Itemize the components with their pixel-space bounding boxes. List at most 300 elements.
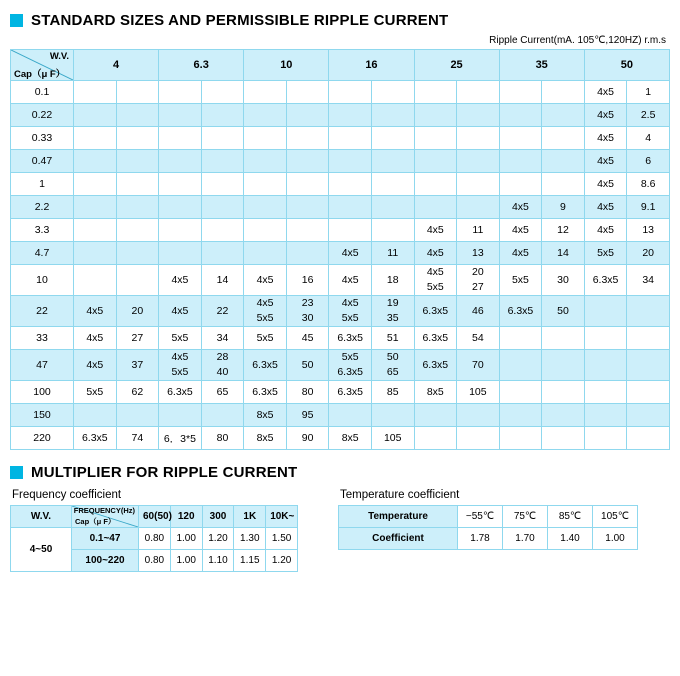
cell-ripple-current xyxy=(627,381,670,404)
cell-size xyxy=(414,104,457,127)
cell-size: 4x5 xyxy=(584,173,627,196)
cell-size: 4x5 xyxy=(329,265,372,296)
temp-value-0: −55℃ xyxy=(458,506,503,528)
cell-size: 4x5 xyxy=(584,219,627,242)
temperature-coefficient-table xyxy=(338,505,638,550)
cell-ripple-current xyxy=(542,327,585,350)
freq-row-0-v2: 1.20 xyxy=(202,528,234,550)
cell-size xyxy=(499,327,542,350)
cell-size xyxy=(414,150,457,173)
cell-size: 4x5 xyxy=(584,104,627,127)
cell-ripple-current: 11 xyxy=(371,242,414,265)
freq-row-1-v3: 1.15 xyxy=(234,550,266,572)
cell-size: 6.3x5 xyxy=(414,327,457,350)
cell-ripple-current: 34 xyxy=(627,265,670,296)
cell-ripple-current: 95 xyxy=(286,404,329,427)
cell-ripple-current xyxy=(627,296,670,327)
cell-ripple-current xyxy=(116,150,159,173)
cell-ripple-current xyxy=(371,127,414,150)
corner-cap-label: Cap（μ F） xyxy=(14,69,66,80)
cell-ripple-current xyxy=(371,404,414,427)
cell-size: 4x5 xyxy=(499,242,542,265)
cell-size: 4x5 5x5 xyxy=(414,265,457,296)
cell-ripple-current xyxy=(116,404,159,427)
cell-size: 4x5 5x5 xyxy=(244,296,287,327)
table-row xyxy=(11,265,670,296)
cell-ripple-current xyxy=(542,350,585,381)
cell-size: 4x5 xyxy=(244,265,287,296)
cell-ripple-current xyxy=(371,81,414,104)
cell-ripple-current xyxy=(627,350,670,381)
cell-ripple-current xyxy=(627,327,670,350)
cell-size xyxy=(159,219,202,242)
cell-ripple-current: 65 xyxy=(201,381,244,404)
coef-value-3: 1.00 xyxy=(593,528,638,550)
cell-ripple-current: 9 xyxy=(542,196,585,219)
cell-ripple-current xyxy=(201,81,244,104)
cell-ripple-current xyxy=(542,150,585,173)
freq-row-0-cap: 0.1~47 xyxy=(72,528,139,550)
cell-size xyxy=(414,81,457,104)
bottom-tables-wrap xyxy=(10,489,670,572)
cell-ripple-current xyxy=(201,104,244,127)
cell-ripple-current xyxy=(286,104,329,127)
voltage-header-50: 50 xyxy=(584,50,669,81)
row-capacitance: 0.22 xyxy=(11,104,74,127)
cell-size xyxy=(329,196,372,219)
cell-ripple-current: 23 30 xyxy=(286,296,329,327)
cell-size: 6.3x5 xyxy=(414,350,457,381)
cell-ripple-current: 30 xyxy=(542,265,585,296)
cell-size xyxy=(74,127,117,150)
cell-ripple-current: 27 xyxy=(116,327,159,350)
cell-ripple-current xyxy=(286,196,329,219)
cell-size: 5x5 6.3x5 xyxy=(329,350,372,381)
cell-size: 6.3x5 xyxy=(159,381,202,404)
cell-size xyxy=(414,404,457,427)
row-capacitance: 3.3 xyxy=(11,219,74,242)
voltage-header-35: 35 xyxy=(499,50,584,81)
freq-row-0-v3: 1.30 xyxy=(234,528,266,550)
frequency-block xyxy=(10,489,298,572)
cell-size: 4x5 xyxy=(584,196,627,219)
cell-ripple-current: 2.5 xyxy=(627,104,670,127)
cell-ripple-current: 34 xyxy=(201,327,244,350)
cell-size: 6.3x5 xyxy=(74,427,117,450)
cell-size: 4x5 xyxy=(159,265,202,296)
cell-ripple-current xyxy=(201,242,244,265)
cell-size xyxy=(499,104,542,127)
row-capacitance: 47 xyxy=(11,350,74,381)
table-row xyxy=(11,196,670,219)
cell-ripple-current: 80 xyxy=(201,427,244,450)
cell-ripple-current: 20 xyxy=(627,242,670,265)
cell-ripple-current: 4 xyxy=(627,127,670,150)
freq-row-1-v1: 1.00 xyxy=(170,550,202,572)
cell-size xyxy=(159,242,202,265)
cell-size: 4x5 xyxy=(414,242,457,265)
freq-wv-label: W.V. xyxy=(11,506,72,528)
cell-size xyxy=(329,81,372,104)
cell-size xyxy=(414,196,457,219)
cell-size xyxy=(159,196,202,219)
cell-ripple-current xyxy=(286,150,329,173)
cell-size xyxy=(499,381,542,404)
cell-size xyxy=(329,173,372,196)
row-capacitance: 4.7 xyxy=(11,242,74,265)
cell-size xyxy=(74,104,117,127)
cell-size xyxy=(499,150,542,173)
cell-ripple-current xyxy=(116,173,159,196)
cell-size: 4x5 xyxy=(584,127,627,150)
freq-corner-cell xyxy=(72,506,139,528)
row-capacitance: 0.33 xyxy=(11,127,74,150)
cell-size xyxy=(499,427,542,450)
bullet-square-icon-2 xyxy=(10,466,23,479)
cell-ripple-current xyxy=(542,381,585,404)
freq-wv-value: 4~50 xyxy=(11,528,72,572)
cell-size xyxy=(329,104,372,127)
cell-ripple-current xyxy=(201,127,244,150)
cell-ripple-current: 14 xyxy=(201,265,244,296)
temp-value-3: 105℃ xyxy=(593,506,638,528)
cell-size: 8x5 xyxy=(414,381,457,404)
cell-size xyxy=(329,219,372,242)
cell-size xyxy=(499,127,542,150)
cell-size xyxy=(159,404,202,427)
cell-ripple-current xyxy=(371,173,414,196)
cell-size xyxy=(584,381,627,404)
cell-ripple-current: 28 40 xyxy=(201,350,244,381)
cell-ripple-current: 1 xyxy=(627,81,670,104)
temperature-block xyxy=(338,489,638,572)
cell-ripple-current xyxy=(116,196,159,219)
freq-header-row xyxy=(11,506,298,528)
voltage-header-16: 16 xyxy=(329,50,414,81)
cell-size: 5x5 xyxy=(584,242,627,265)
table-row xyxy=(11,381,670,404)
multiplier-title: MULTIPLIER FOR RIPPLE CURRENT xyxy=(31,464,298,481)
row-capacitance: 22 xyxy=(11,296,74,327)
cell-ripple-current: 54 xyxy=(457,327,500,350)
corner-wv-label: W.V. xyxy=(49,51,69,62)
cell-ripple-current xyxy=(457,81,500,104)
cell-ripple-current xyxy=(457,150,500,173)
cell-ripple-current xyxy=(116,265,159,296)
cell-size: 8x5 xyxy=(329,427,372,450)
row-capacitance: 100 xyxy=(11,381,74,404)
cell-ripple-current: 50 xyxy=(542,296,585,327)
cell-ripple-current: 20 xyxy=(116,296,159,327)
page-title: STANDARD SIZES AND PERMISSIBLE RIPPLE CURRENT xyxy=(31,12,449,29)
cell-size xyxy=(244,104,287,127)
freq-row-1-v4: 1.20 xyxy=(266,550,298,572)
table-row xyxy=(11,127,670,150)
cell-ripple-current xyxy=(542,127,585,150)
temp-value-2: 85℃ xyxy=(548,506,593,528)
cell-size: 4x5 xyxy=(584,150,627,173)
row-capacitance: 2.2 xyxy=(11,196,74,219)
cell-ripple-current xyxy=(542,404,585,427)
cell-size: 5x5 xyxy=(159,327,202,350)
freq-row-0-v4: 1.50 xyxy=(266,528,298,550)
cell-ripple-current xyxy=(286,173,329,196)
freq-col-1: 120 xyxy=(170,506,202,528)
cell-size xyxy=(159,127,202,150)
row-capacitance: 0.1 xyxy=(11,81,74,104)
row-capacitance: 33 xyxy=(11,327,74,350)
cell-size: 4x5 xyxy=(74,327,117,350)
cell-size: 6.3x5 xyxy=(244,381,287,404)
cell-ripple-current xyxy=(371,196,414,219)
cell-size xyxy=(499,404,542,427)
cell-size: 6．3*5 xyxy=(159,427,202,450)
cell-size: 4x5 xyxy=(159,296,202,327)
ripple-current-note: Ripple Current(mA. 105℃,120HZ) r.m.s xyxy=(489,35,666,46)
cell-size xyxy=(74,219,117,242)
cell-ripple-current xyxy=(457,427,500,450)
cell-size xyxy=(414,427,457,450)
cell-size xyxy=(244,81,287,104)
cell-size xyxy=(74,150,117,173)
table-row xyxy=(11,104,670,127)
table-header-row xyxy=(11,50,670,81)
standard-sizes-table xyxy=(10,49,670,450)
table-row xyxy=(11,150,670,173)
row-capacitance: 10 xyxy=(11,265,74,296)
cell-size xyxy=(74,196,117,219)
freq-row-0-v0: 0.80 xyxy=(139,528,171,550)
cell-ripple-current: 18 xyxy=(371,265,414,296)
cell-ripple-current: 16 xyxy=(286,265,329,296)
cell-ripple-current: 50 65 xyxy=(371,350,414,381)
cell-ripple-current xyxy=(542,104,585,127)
coef-value-1: 1.70 xyxy=(503,528,548,550)
coef-value-0: 1.78 xyxy=(458,528,503,550)
cell-ripple-current: 45 xyxy=(286,327,329,350)
cell-ripple-current: 14 xyxy=(542,242,585,265)
cell-ripple-current: 9.1 xyxy=(627,196,670,219)
cell-ripple-current xyxy=(371,219,414,242)
freq-col-2: 300 xyxy=(202,506,234,528)
cell-ripple-current xyxy=(457,196,500,219)
corner-header-cell xyxy=(11,50,74,81)
cell-size: 5x5 xyxy=(244,327,287,350)
cell-size: 4x5 xyxy=(499,196,542,219)
cell-size xyxy=(74,242,117,265)
cell-ripple-current xyxy=(116,127,159,150)
cell-size: 5x5 xyxy=(74,381,117,404)
cell-size: 4x5 5x5 xyxy=(329,296,372,327)
cell-size: 4x5 xyxy=(329,242,372,265)
table-row xyxy=(11,404,670,427)
cell-ripple-current: 62 xyxy=(116,381,159,404)
freq-row-1-cap: 100~220 xyxy=(72,550,139,572)
cell-size xyxy=(499,173,542,196)
cell-ripple-current: 6 xyxy=(627,150,670,173)
table-row xyxy=(11,427,670,450)
cell-ripple-current xyxy=(116,242,159,265)
cell-ripple-current xyxy=(201,404,244,427)
cell-ripple-current xyxy=(116,104,159,127)
cell-ripple-current xyxy=(457,404,500,427)
cell-size xyxy=(584,404,627,427)
cell-ripple-current xyxy=(627,427,670,450)
table-row xyxy=(11,81,670,104)
cell-ripple-current xyxy=(371,104,414,127)
cell-ripple-current xyxy=(542,427,585,450)
cell-ripple-current: 22 xyxy=(201,296,244,327)
table-row xyxy=(11,219,670,242)
cell-size: 4x5 xyxy=(584,81,627,104)
freq-row-1-v0: 0.80 xyxy=(139,550,171,572)
freq-corner-top-label: FREQUENCY(Hz) xyxy=(73,506,135,515)
bullet-square-icon xyxy=(10,14,23,27)
cell-ripple-current: 51 xyxy=(371,327,414,350)
cell-ripple-current: 20 27 xyxy=(457,265,500,296)
temp-value-1: 75℃ xyxy=(503,506,548,528)
cell-size xyxy=(244,196,287,219)
cell-ripple-current: 85 xyxy=(371,381,414,404)
table-row xyxy=(11,327,670,350)
cell-ripple-current xyxy=(201,196,244,219)
cell-size: 6.3x5 xyxy=(244,350,287,381)
cell-ripple-current xyxy=(286,219,329,242)
cell-ripple-current: 74 xyxy=(116,427,159,450)
table-row xyxy=(11,173,670,196)
cell-size: 6.3x5 xyxy=(414,296,457,327)
cell-size xyxy=(74,81,117,104)
freq-corner-bottom-label: Cap（μ F） xyxy=(75,517,116,526)
cell-ripple-current: 80 xyxy=(286,381,329,404)
cell-ripple-current xyxy=(286,81,329,104)
table-body xyxy=(11,81,670,450)
cell-ripple-current xyxy=(116,81,159,104)
cell-size xyxy=(329,150,372,173)
cell-size: 6.3x5 xyxy=(329,381,372,404)
cell-size xyxy=(244,242,287,265)
frequency-subtitle: Frequency coefficient xyxy=(12,489,122,501)
cell-ripple-current xyxy=(201,173,244,196)
cell-ripple-current: 11 xyxy=(457,219,500,242)
cell-size xyxy=(584,327,627,350)
cell-size: 5x5 xyxy=(499,265,542,296)
cell-ripple-current: 8.6 xyxy=(627,173,670,196)
cell-ripple-current xyxy=(457,127,500,150)
cell-size xyxy=(329,404,372,427)
cell-size xyxy=(74,404,117,427)
cell-size xyxy=(159,81,202,104)
cell-ripple-current xyxy=(286,242,329,265)
cell-size xyxy=(499,350,542,381)
cell-ripple-current: 13 xyxy=(457,242,500,265)
cell-ripple-current: 105 xyxy=(457,381,500,404)
cell-size xyxy=(329,127,372,150)
cell-ripple-current xyxy=(201,150,244,173)
cell-ripple-current: 13 xyxy=(627,219,670,242)
cell-ripple-current: 105 xyxy=(371,427,414,450)
cell-size: 8x5 xyxy=(244,404,287,427)
cell-ripple-current xyxy=(457,104,500,127)
cell-ripple-current: 70 xyxy=(457,350,500,381)
cell-size: 6.3x5 xyxy=(329,327,372,350)
row-capacitance: 1 xyxy=(11,173,74,196)
cell-ripple-current: 12 xyxy=(542,219,585,242)
cell-size xyxy=(584,350,627,381)
table-row xyxy=(11,242,670,265)
cell-size xyxy=(159,104,202,127)
row-capacitance: 220 xyxy=(11,427,74,450)
frequency-coefficient-table xyxy=(10,505,298,572)
cell-size xyxy=(159,150,202,173)
cell-ripple-current xyxy=(542,173,585,196)
cell-ripple-current: 37 xyxy=(116,350,159,381)
temperature-subtitle: Temperature coefficient xyxy=(340,489,460,501)
cell-size xyxy=(584,427,627,450)
freq-row-1-v2: 1.10 xyxy=(202,550,234,572)
temp-row-1 xyxy=(339,528,638,550)
cell-size xyxy=(74,173,117,196)
cell-ripple-current xyxy=(542,81,585,104)
freq-col-0: 60(50) xyxy=(139,506,171,528)
cell-size: 8x5 xyxy=(244,427,287,450)
temp-label-temperature: Temperature xyxy=(339,506,458,528)
table-row xyxy=(11,350,670,381)
cell-size: 6.3x5 xyxy=(584,265,627,296)
cell-ripple-current: 46 xyxy=(457,296,500,327)
cell-ripple-current xyxy=(201,219,244,242)
row-capacitance: 150 xyxy=(11,404,74,427)
cell-size xyxy=(74,265,117,296)
cell-size: 6.3x5 xyxy=(499,296,542,327)
cell-size xyxy=(244,150,287,173)
cell-ripple-current xyxy=(457,173,500,196)
voltage-header-10: 10 xyxy=(244,50,329,81)
voltage-header-6.3: 6.3 xyxy=(159,50,244,81)
temp-row-0 xyxy=(339,506,638,528)
cell-size xyxy=(244,173,287,196)
cell-ripple-current xyxy=(627,404,670,427)
cell-ripple-current xyxy=(371,150,414,173)
voltage-header-4: 4 xyxy=(74,50,159,81)
cell-ripple-current: 19 35 xyxy=(371,296,414,327)
table-row xyxy=(11,296,670,327)
cell-size xyxy=(499,81,542,104)
main-section-heading xyxy=(10,12,670,29)
cell-ripple-current xyxy=(116,219,159,242)
cell-ripple-current: 50 xyxy=(286,350,329,381)
voltage-header-25: 25 xyxy=(414,50,499,81)
cell-size: 4x5 xyxy=(74,296,117,327)
freq-col-4: 10K~ xyxy=(266,506,298,528)
freq-row-0 xyxy=(11,528,298,550)
cell-size: 4x5 5x5 xyxy=(159,350,202,381)
cell-size xyxy=(159,173,202,196)
cell-size xyxy=(414,127,457,150)
cell-size: 4x5 xyxy=(499,219,542,242)
freq-col-3: 1K xyxy=(234,506,266,528)
cell-ripple-current xyxy=(286,127,329,150)
cell-size xyxy=(414,173,457,196)
freq-row-0-v1: 1.00 xyxy=(170,528,202,550)
coef-value-2: 1.40 xyxy=(548,528,593,550)
cell-size: 4x5 xyxy=(414,219,457,242)
cell-size xyxy=(244,127,287,150)
row-capacitance: 0.47 xyxy=(11,150,74,173)
cell-size xyxy=(244,219,287,242)
multiplier-section-heading xyxy=(10,464,670,481)
cell-size xyxy=(584,296,627,327)
